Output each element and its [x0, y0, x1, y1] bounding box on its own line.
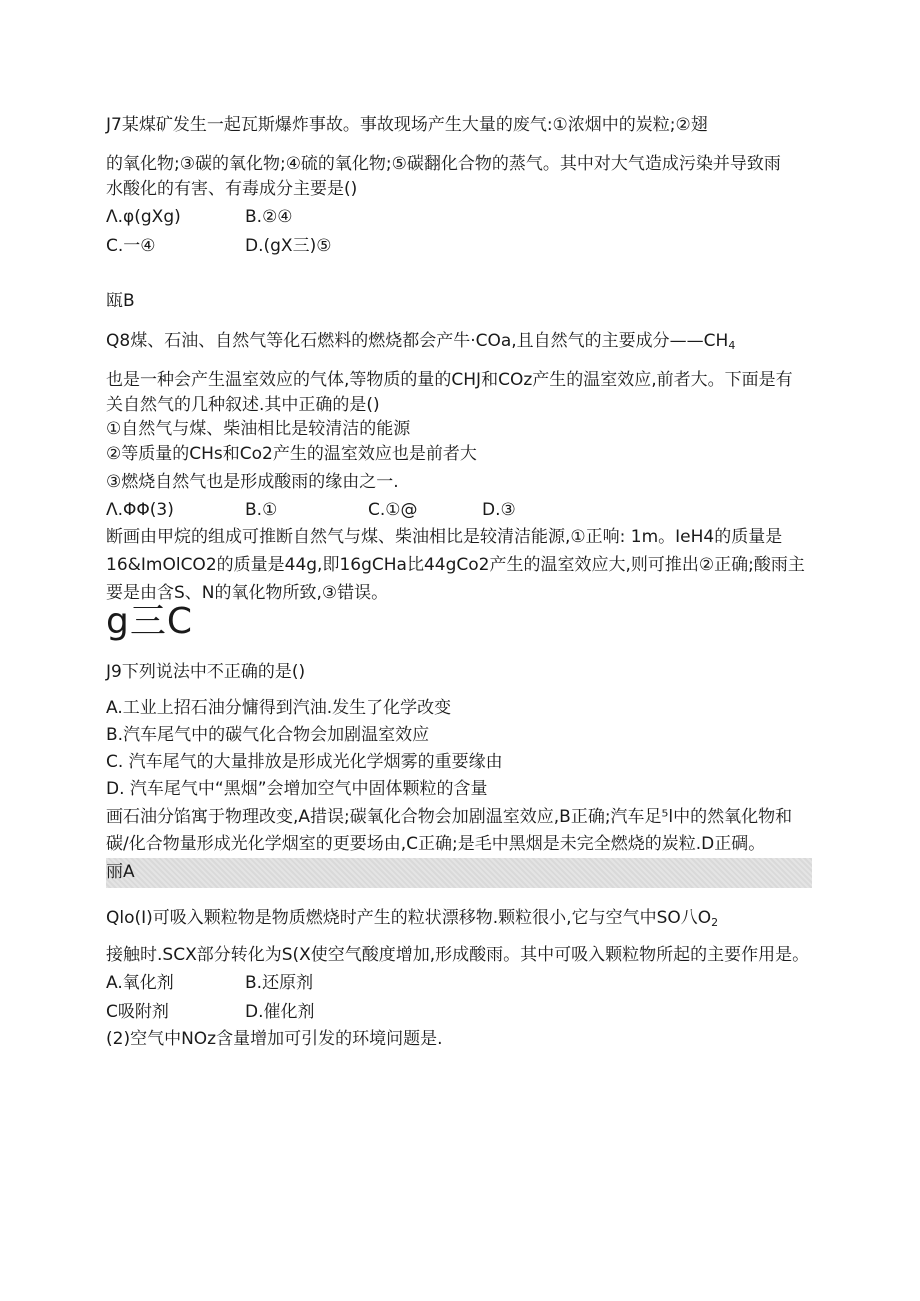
q7-option-a: Λ.φ(gXg) [106, 207, 181, 227]
q8-option-c: C.①@ [368, 500, 418, 520]
q10-option-c: C吸附剂 [106, 1002, 169, 1022]
q7-stem-line-2: 的氧化物;③碳的氧化物;④硫的氧化物;⑤碳翻化合物的蒸气。其中对大气造成污染并导致雨 [106, 154, 781, 174]
q10-part-2: (2)空气中NOz含量增加可引发的环境问题是. [106, 1029, 443, 1049]
q7-option-b: B.②④ [245, 207, 293, 227]
q8-option-d: D.③ [482, 500, 516, 520]
q8-option-b: B.① [245, 500, 278, 520]
q8-explanation-line-1: 断画由甲烷的组成可推断自然气与煤、柴油相比是较清洁能源,①正响: 1m。IeH4的质量是 [106, 527, 783, 547]
q8-option-a: Λ.ΦΦ(3) [106, 500, 174, 520]
q9-explanation-line-2: 碳/化合物量形成光化学烟室的更要场由,C正确;是毛中黑烟是未完全燃烧的炭粒.D正碉。 [106, 834, 766, 854]
q8-explanation-line-2: 16&ImOlCO2的质量是44g,即16gCHa比44gCo2产生的温室效应大,则可推出②正确;酸雨主 [106, 555, 805, 575]
q10-stem-line-1 [106, 907, 718, 934]
q8-stem-line-1-text: Q8煤、石油、自然气等化石燃料的燃烧都会产牛·COa,且自然气的主要成分——CH [106, 331, 729, 351]
q9-stem: J9下列说法中不正确的是() [106, 662, 306, 682]
q7-option-d: D.(gX三)⑤ [245, 236, 332, 256]
q7-answer: 瓯B [106, 291, 135, 311]
q8-explanation-line-3: 要是由含S、N的氧化物所致,③错误。 [106, 583, 389, 603]
q7-stem-line-1: J7某煤矿发生一起瓦斯爆炸事故。事故现场产生大量的废气:①浓烟中的炭粒;②翅 [106, 115, 708, 135]
q8-stem-line-3: 关自然气的几种叙述.其中正确的是() [106, 395, 380, 415]
q10-stem-line-1-text: Qlo(I)可吸入颗粒物是物质燃烧时产生的粒状漂移物.颗粒很小,它与空气中SO八O [106, 908, 712, 928]
q10-option-a: A.氧化剂 [106, 973, 174, 993]
q9-answer: 丽A [106, 862, 135, 882]
q8-statement-3: ③燃烧自然气也是形成酸雨的缘由之一. [106, 472, 399, 492]
q8-answer: g三C [106, 601, 193, 642]
q10-stem-line-2: 接触时.SCX部分转化为S(X使空气酸度增加,形成酸雨。其中可吸入颗粒物所起的主要作用是。 [106, 945, 810, 965]
q8-subscript: 4 [728, 339, 736, 352]
q8-stem-line-2: 也是一种会产生温室效应的气体,等物质的量的CHJ和COz产生的温室效应,前者大。下面是有 [106, 370, 793, 390]
q9-option-b: B.汽车尾气中的碳气化合物会加剧温室效应 [106, 725, 430, 745]
q9-option-c: C. 汽车尾气的大量排放是形成光化学烟雾的重要缘由 [106, 752, 503, 772]
q10-option-b: B.还原剂 [245, 973, 314, 993]
q7-option-c: C.一④ [106, 236, 156, 256]
q10-option-d: D.催化剂 [245, 1002, 315, 1022]
q9-answer-highlight [106, 858, 812, 888]
q9-explanation-line-1: 画石油分馅寓于物理改变,A措误;碳氧化合物会加剧温室效应,B正确;汽车足⁵l中的然氧化物和 [106, 807, 793, 827]
q7-stem-line-3: 水酸化的有害、有毒成分主要是() [106, 179, 358, 199]
q9-option-a: A.工业上招石油分慵得到汽油.发生了化学改变 [106, 698, 452, 718]
q9-option-d: D. 汽车尾气中“黑烟”会增加空气中固体颗粒的含量 [106, 779, 488, 799]
q8-statement-1: ①自然气与煤、柴油相比是较清洁的能源 [106, 419, 411, 439]
q8-stem-line-1 [106, 330, 735, 357]
q10-subscript: 2 [711, 916, 719, 929]
q8-statement-2: ②等质量的CHs和Co2产生的温室效应也是前者大 [106, 444, 477, 464]
